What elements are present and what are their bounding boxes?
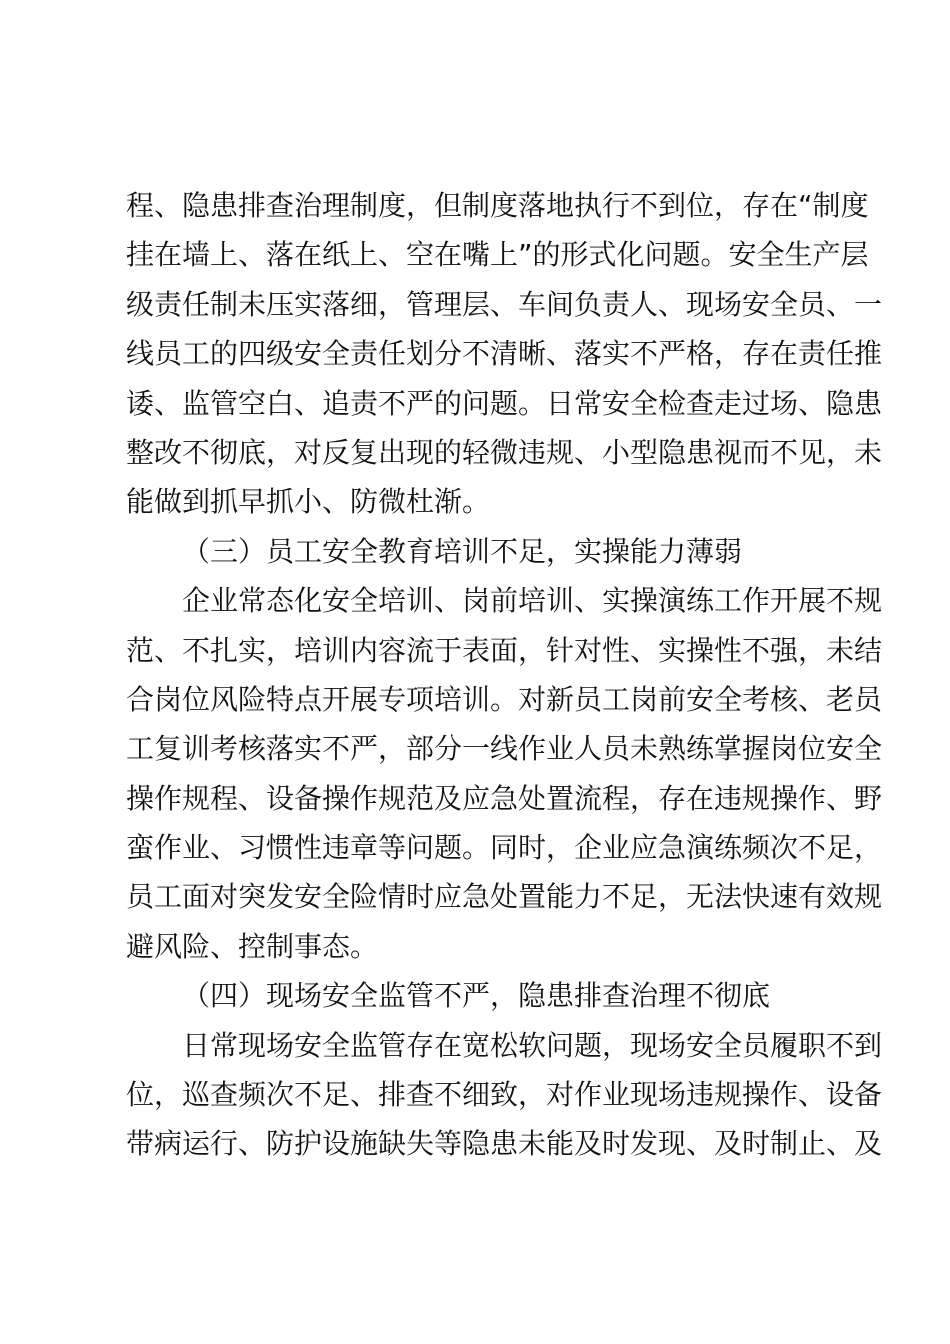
text-line: 蛮作业、习惯性违章等问题。同时，企业应急演练频次不足， [126,831,883,865]
text-line: 诿、监管空白、追责不严的问题。日常安全检查走过场、隐患 [126,386,883,420]
text-line: 整改不彻底，对反复出现的轻微违规、小型隐患视而不见，未 [126,435,883,469]
section-heading: （四）现场安全监管不严，隐患排查治理不彻底 [182,979,771,1013]
section-heading: （三）员工安全教育培训不足，实操能力薄弱 [182,534,743,568]
text-line: 位，巡查频次不足、排查不细致，对作业现场违规操作、设备 [126,1078,883,1112]
text-line: 线员工的四级安全责任划分不清晰、落实不严格，存在责任推 [126,337,883,371]
text-line: 日常现场安全监管存在宽松软问题，现场安全员履职不到 [182,1028,883,1062]
text-line: 企业常态化安全培训、岗前培训、实操演练工作开展不规 [182,584,883,618]
text-line: 挂在墙上、落在纸上、空在嘴上”的形式化问题。安全生产层 [126,238,869,272]
document-body [126,181,883,1169]
text-line: 带病运行、防护设施缺失等隐患未能及时发现、及时制止、及 [126,1127,883,1161]
text-line: 避风险、控制事态。 [126,929,379,963]
text-line: 范、不扎实，培训内容流于表面，针对性、实操性不强，未结 [126,633,883,667]
text-line: 程、隐患排查治理制度，但制度落地执行不到位，存在“制度 [126,189,869,222]
text-line: 合岗位风险特点开展专项培训。对新员工岗前安全考核、老员 [126,682,883,716]
text-line: 工复训考核落实不严，部分一线作业人员未熟练掌握岗位安全 [126,732,883,766]
text-line: 员工面对突发安全险情时应急处置能力不足，无法快速有效规 [126,880,883,914]
text-line: 级责任制未压实落细，管理层、车间负责人、现场安全员、一 [126,287,883,321]
text-line: 能做到抓早抓小、防微杜渐。 [126,485,491,519]
text-line: 操作规程、设备操作规范及应急处置流程，存在违规操作、野 [126,781,883,815]
